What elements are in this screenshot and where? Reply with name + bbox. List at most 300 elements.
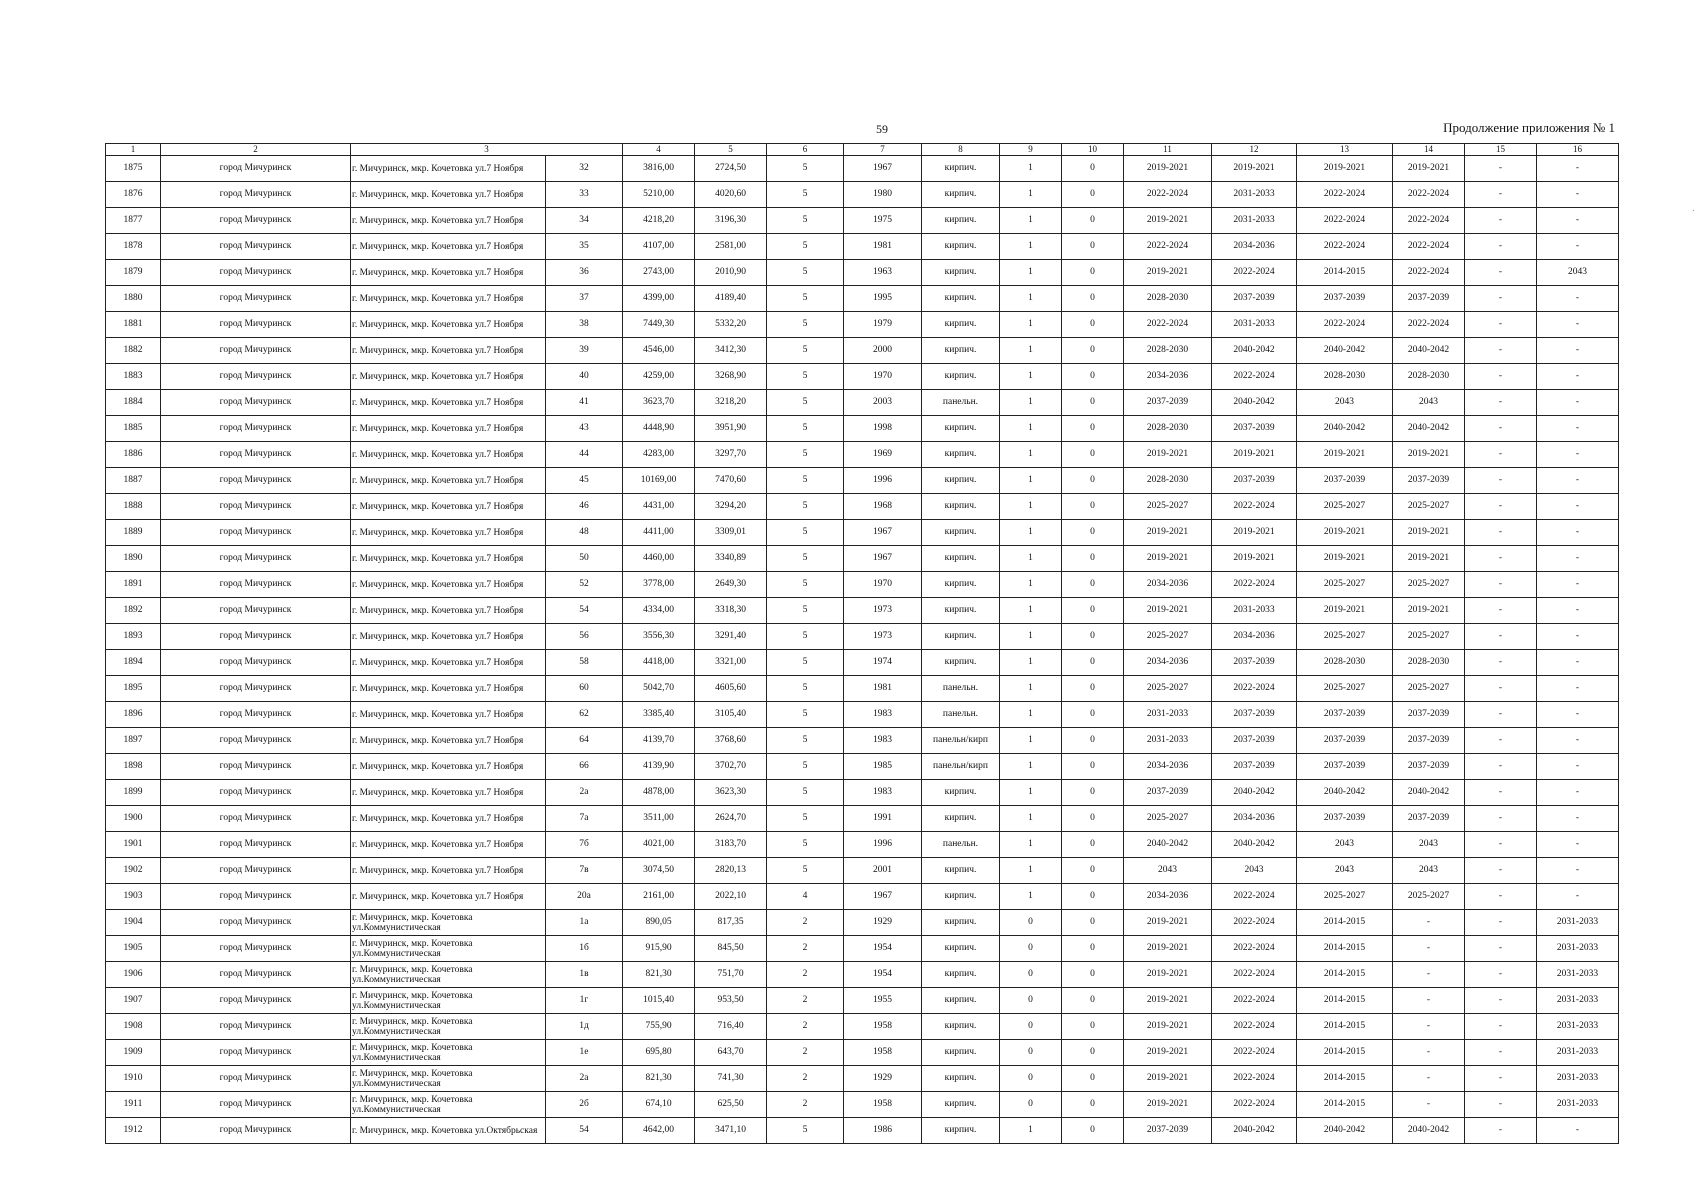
table-cell: 1886 — [106, 442, 161, 468]
table-cell: 1д — [546, 1014, 623, 1040]
table-cell: 2031-2033 — [1537, 1040, 1619, 1066]
table-cell: - — [1537, 884, 1619, 910]
table-cell: панельн. — [922, 702, 1000, 728]
table-cell: 1903 — [106, 884, 161, 910]
table-cell: 1 — [1000, 416, 1062, 442]
table-cell: 5 — [767, 572, 844, 598]
table-cell: 5 — [767, 858, 844, 884]
table-cell: 0 — [1062, 962, 1124, 988]
table-cell: город Мичуринск — [161, 702, 351, 728]
table-cell: 2040-2042 — [1212, 390, 1297, 416]
table-cell: 2034-2036 — [1212, 806, 1297, 832]
address-cell: г. Мичуринск, мкр. Кочетовка ул.7 Ноября — [351, 598, 546, 624]
table-cell: 1 — [1000, 676, 1062, 702]
table-cell: 3556,30 — [623, 624, 695, 650]
table-cell: 1885 — [106, 416, 161, 442]
table-row — [106, 858, 1619, 884]
table-cell: 7449,30 — [623, 312, 695, 338]
table-cell: 2 — [767, 988, 844, 1014]
table-cell: 2019-2021 — [1212, 546, 1297, 572]
table-cell: 2031-2033 — [1124, 702, 1212, 728]
table-cell: 1881 — [106, 312, 161, 338]
table-cell: 44 — [546, 442, 623, 468]
table-cell: 2031-2033 — [1537, 988, 1619, 1014]
table-cell: город Мичуринск — [161, 988, 351, 1014]
table-cell: 2040-2042 — [1297, 780, 1393, 806]
table-cell: 2003 — [844, 390, 922, 416]
table-cell: 4431,00 — [623, 494, 695, 520]
table-row — [106, 988, 1619, 1014]
table-cell: город Мичуринск — [161, 1092, 351, 1118]
table-cell: 1 — [1000, 806, 1062, 832]
table-row — [106, 286, 1619, 312]
table-cell: 953,50 — [695, 988, 767, 1014]
column-header: 6 — [767, 144, 844, 156]
table-cell: 46 — [546, 494, 623, 520]
table-cell: город Мичуринск — [161, 936, 351, 962]
table-cell: 1898 — [106, 754, 161, 780]
table-cell: 2037-2039 — [1212, 468, 1297, 494]
table-cell: 2019-2021 — [1297, 156, 1393, 182]
table-cell: 5 — [767, 1118, 844, 1144]
table-cell: 60 — [546, 676, 623, 702]
table-cell: - — [1537, 546, 1619, 572]
table-cell: город Мичуринск — [161, 442, 351, 468]
table-cell: 3105,40 — [695, 702, 767, 728]
table-cell: 1991 — [844, 806, 922, 832]
table-cell: 4448,90 — [623, 416, 695, 442]
table-cell: 4642,00 — [623, 1118, 695, 1144]
table-row — [106, 728, 1619, 754]
table-cell: 1е — [546, 1040, 623, 1066]
table-cell: 2043 — [1393, 390, 1465, 416]
table-cell: 2а — [546, 780, 623, 806]
table-cell: 5 — [767, 728, 844, 754]
table-cell: кирпич. — [922, 624, 1000, 650]
table-cell: 2037-2039 — [1297, 728, 1393, 754]
table-cell: 5 — [767, 624, 844, 650]
table-cell: - — [1465, 494, 1537, 520]
table-cell: 5 — [767, 702, 844, 728]
table-cell: 5 — [767, 260, 844, 286]
table-cell: 2022-2024 — [1393, 182, 1465, 208]
table-cell: 1888 — [106, 494, 161, 520]
table-cell: 2 — [767, 936, 844, 962]
table-cell: 1892 — [106, 598, 161, 624]
table-cell: 1 — [1000, 598, 1062, 624]
table-cell: кирпич. — [922, 208, 1000, 234]
table-cell: 0 — [1062, 884, 1124, 910]
table-cell: 3074,50 — [623, 858, 695, 884]
table-cell: 1996 — [844, 832, 922, 858]
table-cell: 1 — [1000, 364, 1062, 390]
table-cell: 2022-2024 — [1212, 936, 1297, 962]
column-header: 10 — [1062, 144, 1124, 156]
column-header: 2 — [161, 144, 351, 156]
address-cell: г. Мичуринск, мкр. Кочетовка ул.7 Ноября — [351, 182, 546, 208]
table-cell: 2040-2042 — [1297, 338, 1393, 364]
table-row — [106, 208, 1619, 234]
table-cell: 3412,30 — [695, 338, 767, 364]
table-cell: 2037-2039 — [1212, 728, 1297, 754]
table-cell: 1967 — [844, 546, 922, 572]
table-cell: 0 — [1062, 208, 1124, 234]
table-cell: 1954 — [844, 962, 922, 988]
table-cell: 4546,00 — [623, 338, 695, 364]
table-cell: 1 — [1000, 572, 1062, 598]
table-cell: - — [1465, 1014, 1537, 1040]
table-cell: 4878,00 — [623, 780, 695, 806]
table-cell: 0 — [1062, 286, 1124, 312]
table-cell: 2 — [767, 1014, 844, 1040]
table-cell: - — [1465, 728, 1537, 754]
table-row — [106, 234, 1619, 260]
table-cell: 2040-2042 — [1393, 1118, 1465, 1144]
table-cell: кирпич. — [922, 234, 1000, 260]
table-cell: 2000 — [844, 338, 922, 364]
table-cell: - — [1465, 442, 1537, 468]
table-cell: город Мичуринск — [161, 598, 351, 624]
table-cell: 5 — [767, 338, 844, 364]
table-cell: 2031-2033 — [1124, 728, 1212, 754]
table-cell: 5 — [767, 416, 844, 442]
table-cell: - — [1393, 936, 1465, 962]
table-cell: панельн. — [922, 832, 1000, 858]
table-cell: 2034-2036 — [1124, 884, 1212, 910]
table-cell: 4399,00 — [623, 286, 695, 312]
table-cell: 2043 — [1393, 858, 1465, 884]
table-cell: - — [1537, 624, 1619, 650]
table-cell: 2010,90 — [695, 260, 767, 286]
column-header: 14 — [1393, 144, 1465, 156]
table-row — [106, 936, 1619, 962]
table-cell: 5 — [767, 676, 844, 702]
address-cell: г. Мичуринск, мкр. Кочетовка ул.7 Ноября — [351, 364, 546, 390]
table-cell: 7в — [546, 858, 623, 884]
table-cell: 2 — [767, 910, 844, 936]
table-cell: 2037-2039 — [1212, 286, 1297, 312]
table-cell: 2022-2024 — [1212, 1066, 1297, 1092]
address-cell: г. Мичуринск, мкр. Кочетовка ул.Коммунистическая — [351, 962, 546, 988]
table-cell: 2025-2027 — [1393, 624, 1465, 650]
table-cell: 5 — [767, 312, 844, 338]
table-cell: 2022-2024 — [1212, 910, 1297, 936]
address-cell: г. Мичуринск, мкр. Кочетовка ул.Коммунистическая — [351, 1040, 546, 1066]
address-cell: г. Мичуринск, мкр. Кочетовка ул.7 Ноября — [351, 156, 546, 182]
table-cell: 2034-2036 — [1124, 572, 1212, 598]
table-cell: 3196,30 — [695, 208, 767, 234]
table-cell: 32 — [546, 156, 623, 182]
table-cell: 821,30 — [623, 962, 695, 988]
table-cell: - — [1465, 676, 1537, 702]
table-cell: 2014-2015 — [1297, 936, 1393, 962]
table-cell: 751,70 — [695, 962, 767, 988]
table-row — [106, 1040, 1619, 1066]
table-cell: 0 — [1000, 1066, 1062, 1092]
table-cell: город Мичуринск — [161, 546, 351, 572]
table-cell: город Мичуринск — [161, 1066, 351, 1092]
table-cell: 1929 — [844, 910, 922, 936]
table-cell: 1880 — [106, 286, 161, 312]
table-cell: город Мичуринск — [161, 520, 351, 546]
table-cell: 2019-2021 — [1297, 546, 1393, 572]
housing-table — [105, 143, 1619, 1144]
table-cell: город Мичуринск — [161, 780, 351, 806]
table-cell: 2019-2021 — [1393, 598, 1465, 624]
table-cell: кирпич. — [922, 650, 1000, 676]
table-cell: 625,50 — [695, 1092, 767, 1118]
table-cell: 1901 — [106, 832, 161, 858]
table-cell: 2037-2039 — [1297, 806, 1393, 832]
table-cell: - — [1465, 312, 1537, 338]
address-cell: г. Мичуринск, мкр. Кочетовка ул.7 Ноября — [351, 884, 546, 910]
table-cell: 2022-2024 — [1297, 234, 1393, 260]
table-cell: 5332,20 — [695, 312, 767, 338]
table-cell: 0 — [1062, 988, 1124, 1014]
table-cell: - — [1465, 520, 1537, 546]
address-cell: г. Мичуринск, мкр. Кочетовка ул.7 Ноября — [351, 624, 546, 650]
table-row — [106, 260, 1619, 286]
table-cell: 2025-2027 — [1297, 676, 1393, 702]
table-cell: 1 — [1000, 650, 1062, 676]
column-header: 1 — [106, 144, 161, 156]
table-cell: 2820,13 — [695, 858, 767, 884]
table-cell: - — [1465, 182, 1537, 208]
table-cell: 2031-2033 — [1537, 936, 1619, 962]
table-cell: 1955 — [844, 988, 922, 1014]
table-cell: 0 — [1062, 832, 1124, 858]
table-cell: 2040-2042 — [1297, 1118, 1393, 1144]
table-cell: - — [1537, 806, 1619, 832]
table-cell: - — [1465, 1066, 1537, 1092]
table-cell: 1908 — [106, 1014, 161, 1040]
table-cell: 0 — [1062, 494, 1124, 520]
table-cell: 1г — [546, 988, 623, 1014]
table-cell: 2034-2036 — [1124, 650, 1212, 676]
column-header: 16 — [1537, 144, 1619, 156]
address-cell: г. Мичуринск, мкр. Кочетовка ул.7 Ноября — [351, 754, 546, 780]
address-cell: г. Мичуринск, мкр. Кочетовка ул.7 Ноября — [351, 572, 546, 598]
table-cell: 39 — [546, 338, 623, 364]
table-cell: город Мичуринск — [161, 624, 351, 650]
table-cell: 2043 — [1393, 832, 1465, 858]
table-cell: - — [1537, 234, 1619, 260]
address-cell: г. Мичуринск, мкр. Кочетовка ул.7 Ноября — [351, 442, 546, 468]
table-cell: 2043 — [1212, 858, 1297, 884]
table-row — [106, 572, 1619, 598]
table-cell: 2025-2027 — [1297, 884, 1393, 910]
table-cell: 2025-2027 — [1393, 676, 1465, 702]
table-cell: 2025-2027 — [1124, 624, 1212, 650]
table-cell: 2028-2030 — [1124, 286, 1212, 312]
table-cell: - — [1537, 728, 1619, 754]
table-cell: 2025-2027 — [1124, 494, 1212, 520]
table-cell: - — [1537, 702, 1619, 728]
column-header: 12 — [1212, 144, 1297, 156]
table-row — [106, 546, 1619, 572]
address-cell: г. Мичуринск, мкр. Кочетовка ул.Коммунистическая — [351, 910, 546, 936]
table-cell: 2022-2024 — [1212, 988, 1297, 1014]
table-cell: 2037-2039 — [1124, 780, 1212, 806]
table-cell: 5 — [767, 468, 844, 494]
table-cell: 4107,00 — [623, 234, 695, 260]
table-cell: 1967 — [844, 156, 922, 182]
table-cell: 2043 — [1297, 832, 1393, 858]
table-cell: - — [1465, 364, 1537, 390]
table-cell: 64 — [546, 728, 623, 754]
table-cell: панельн. — [922, 390, 1000, 416]
table-cell: - — [1537, 650, 1619, 676]
table-cell: 1986 — [844, 1118, 922, 1144]
table-cell: 3291,40 — [695, 624, 767, 650]
table-cell: 1967 — [844, 884, 922, 910]
table-cell: 0 — [1062, 728, 1124, 754]
table-cell: кирпич. — [922, 182, 1000, 208]
table-cell: - — [1393, 910, 1465, 936]
table-cell: 1 — [1000, 1118, 1062, 1144]
table-cell: 674,10 — [623, 1092, 695, 1118]
table-cell: 0 — [1000, 910, 1062, 936]
table-cell: 1а — [546, 910, 623, 936]
table-cell: 2028-2030 — [1124, 338, 1212, 364]
table-row — [106, 754, 1619, 780]
table-cell: - — [1393, 1066, 1465, 1092]
table-cell: 0 — [1062, 312, 1124, 338]
address-cell: г. Мичуринск, мкр. Кочетовка ул.7 Ноября — [351, 234, 546, 260]
table-cell: 1900 — [106, 806, 161, 832]
table-cell: 2019-2021 — [1297, 520, 1393, 546]
table-cell: город Мичуринск — [161, 234, 351, 260]
table-cell: 41 — [546, 390, 623, 416]
table-cell: 1 — [1000, 858, 1062, 884]
table-cell: - — [1465, 884, 1537, 910]
table-cell: 2022-2024 — [1212, 1040, 1297, 1066]
table-cell: - — [1537, 364, 1619, 390]
table-cell: 1 — [1000, 624, 1062, 650]
table-cell: 2161,00 — [623, 884, 695, 910]
table-cell: 5 — [767, 806, 844, 832]
table-cell: 5 — [767, 286, 844, 312]
table-cell: 1958 — [844, 1092, 922, 1118]
table-cell: 1904 — [106, 910, 161, 936]
table-cell: - — [1465, 650, 1537, 676]
table-cell: 5 — [767, 234, 844, 260]
table-row — [106, 910, 1619, 936]
table-cell: 5 — [767, 390, 844, 416]
table-cell: 2034-2036 — [1212, 624, 1297, 650]
table-cell: 36 — [546, 260, 623, 286]
table-cell: 2040-2042 — [1212, 338, 1297, 364]
table-cell: 1 — [1000, 338, 1062, 364]
table-cell: 3318,30 — [695, 598, 767, 624]
table-cell: - — [1537, 832, 1619, 858]
table-cell: 2019-2021 — [1393, 156, 1465, 182]
table-cell: 2019-2021 — [1124, 546, 1212, 572]
table-cell: 1882 — [106, 338, 161, 364]
table-cell: 3623,70 — [623, 390, 695, 416]
table-row — [106, 312, 1619, 338]
table-cell: 2037-2039 — [1212, 754, 1297, 780]
table-cell: 2037-2039 — [1297, 754, 1393, 780]
table-cell: 2028-2030 — [1124, 416, 1212, 442]
table-cell: кирпич. — [922, 338, 1000, 364]
table-cell: 1894 — [106, 650, 161, 676]
table-cell: 4334,00 — [623, 598, 695, 624]
table-cell: 2034-2036 — [1124, 754, 1212, 780]
address-cell: г. Мичуринск, мкр. Кочетовка ул.7 Ноября — [351, 312, 546, 338]
table-cell: 3778,00 — [623, 572, 695, 598]
table-cell: 1 — [1000, 832, 1062, 858]
table-cell: 3340,89 — [695, 546, 767, 572]
table-row — [106, 416, 1619, 442]
table-cell: 2031-2033 — [1212, 598, 1297, 624]
header-row — [106, 144, 1619, 156]
address-cell: г. Мичуринск, мкр. Кочетовка ул.Коммунистическая — [351, 936, 546, 962]
table-cell: панельн/кирп — [922, 754, 1000, 780]
address-cell: г. Мичуринск, мкр. Кочетовка ул.7 Ноября — [351, 650, 546, 676]
table-cell: город Мичуринск — [161, 1118, 351, 1144]
table-cell: 2022-2024 — [1212, 1014, 1297, 1040]
table-cell: 5 — [767, 156, 844, 182]
table-cell: 2031-2033 — [1212, 208, 1297, 234]
table-cell: - — [1465, 208, 1537, 234]
table-cell: 2 — [767, 1040, 844, 1066]
table-cell: 3385,40 — [623, 702, 695, 728]
table-row — [106, 390, 1619, 416]
table-cell: 2043 — [1124, 858, 1212, 884]
address-cell: г. Мичуринск, мкр. Кочетовка ул.7 Ноября — [351, 702, 546, 728]
table-cell: 1879 — [106, 260, 161, 286]
table-cell: 5 — [767, 520, 844, 546]
table-cell: город Мичуринск — [161, 832, 351, 858]
table-cell: кирпич. — [922, 416, 1000, 442]
table-cell: 4411,00 — [623, 520, 695, 546]
table-cell: 3309,01 — [695, 520, 767, 546]
table-cell: - — [1465, 806, 1537, 832]
table-row — [106, 806, 1619, 832]
table-cell: 0 — [1000, 988, 1062, 1014]
table-cell: - — [1465, 832, 1537, 858]
table-row — [106, 650, 1619, 676]
table-cell: 2019-2021 — [1124, 598, 1212, 624]
table-cell: - — [1465, 234, 1537, 260]
table-cell: 1996 — [844, 468, 922, 494]
table-cell: 2014-2015 — [1297, 1092, 1393, 1118]
table-cell: 0 — [1062, 364, 1124, 390]
table-cell: кирпич. — [922, 1118, 1000, 1144]
table-row — [106, 780, 1619, 806]
table-cell: город Мичуринск — [161, 312, 351, 338]
table-cell: 1969 — [844, 442, 922, 468]
table-cell: кирпич. — [922, 1014, 1000, 1040]
table-cell: 45 — [546, 468, 623, 494]
table-cell: 2028-2030 — [1393, 364, 1465, 390]
table-cell: 2 — [767, 1066, 844, 1092]
table-cell: - — [1537, 416, 1619, 442]
table-cell: 1 — [1000, 156, 1062, 182]
table-cell: - — [1537, 598, 1619, 624]
table-row — [106, 1092, 1619, 1118]
table-cell: 1974 — [844, 650, 922, 676]
table-cell: 2019-2021 — [1124, 1014, 1212, 1040]
table-cell: - — [1537, 494, 1619, 520]
address-cell: г. Мичуринск, мкр. Кочетовка ул.Коммунистическая — [351, 1092, 546, 1118]
table-cell: 3511,00 — [623, 806, 695, 832]
table-row — [106, 364, 1619, 390]
table-cell: 2040-2042 — [1393, 416, 1465, 442]
table-cell: 845,50 — [695, 936, 767, 962]
table-cell: 741,30 — [695, 1066, 767, 1092]
